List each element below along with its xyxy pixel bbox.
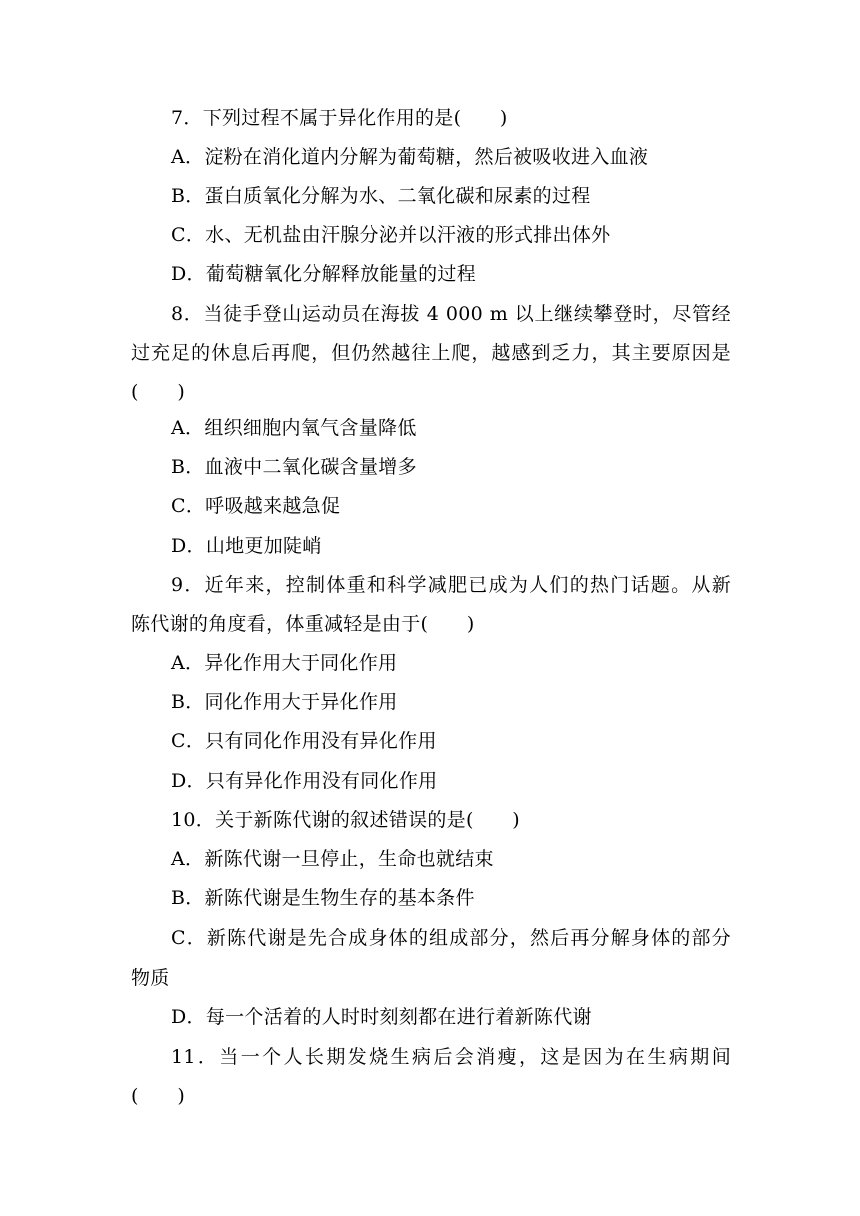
question-8-option-a: A．组织细胞内氧气含量降低 xyxy=(171,417,417,439)
question-8-option-b: B．血液中二氧化碳含量增多 xyxy=(171,456,417,478)
question-8-stem-line-1: 8．当徒手登山运动员在海拔 4 000 m 以上继续攀登时，尽管经 xyxy=(171,303,731,325)
question-7-option-d: D．葡萄糖氧化分解释放能量的过程 xyxy=(171,263,477,285)
question-10-option-c-line-1: C．新陈代谢是先合成身体的组成部分，然后再分解身体的部分 xyxy=(171,927,731,949)
question-9-option-b: B．同化作用大于异化作用 xyxy=(171,691,398,713)
question-9-option-a: A．异化作用大于同化作用 xyxy=(171,652,398,674)
question-9-option-c: C．只有同化作用没有异化作用 xyxy=(171,730,437,752)
question-11-stem-line-2: ( ) xyxy=(131,1085,186,1107)
question-9-stem-line-2: 陈代谢的角度看，体重减轻是由于( ) xyxy=(131,613,475,635)
question-10-option-d: D．每一个活着的人时时刻刻都在进行着新陈代谢 xyxy=(171,1006,592,1028)
question-8-option-d: D．山地更加陡峭 xyxy=(171,535,322,557)
question-8-stem-line-3: ( ) xyxy=(131,381,186,403)
question-8-stem-line-2: 过充足的休息后再爬，但仍然越往上爬，越感到乏力，其主要原因是 xyxy=(131,342,731,364)
question-9-option-d: D．只有异化作用没有同化作用 xyxy=(171,770,438,792)
question-11-stem-line-1: 11．当一个人长期发烧生病后会消瘦，这是因为在生病期间 xyxy=(171,1046,731,1068)
question-8-option-c: C．呼吸越来越急促 xyxy=(171,495,341,517)
question-7-option-a: A．淀粉在消化道内分解为葡萄糖，然后被吸收进入血液 xyxy=(171,146,649,168)
question-9-stem-line-1: 9．近年来，控制体重和科学减肥已成为人们的热门话题。从新 xyxy=(171,574,731,596)
question-7-option-b: B．蛋白质氧化分解为水、二氧化碳和尿素的过程 xyxy=(171,185,591,207)
question-10-stem: 10．关于新陈代谢的叙述错误的是( ) xyxy=(171,809,521,831)
question-10-option-a: A．新陈代谢一旦停止，生命也就结束 xyxy=(171,848,494,870)
question-7-stem: 7．下列过程不属于异化作用的是( ) xyxy=(171,107,508,129)
question-10-option-c-line-2: 物质 xyxy=(131,967,170,989)
question-7-option-c: C．水、无机盐由汗腺分泌并以汗液的形式排出体外 xyxy=(171,224,611,246)
question-10-option-b: B．新陈代谢是生物生存的基本条件 xyxy=(171,887,475,909)
